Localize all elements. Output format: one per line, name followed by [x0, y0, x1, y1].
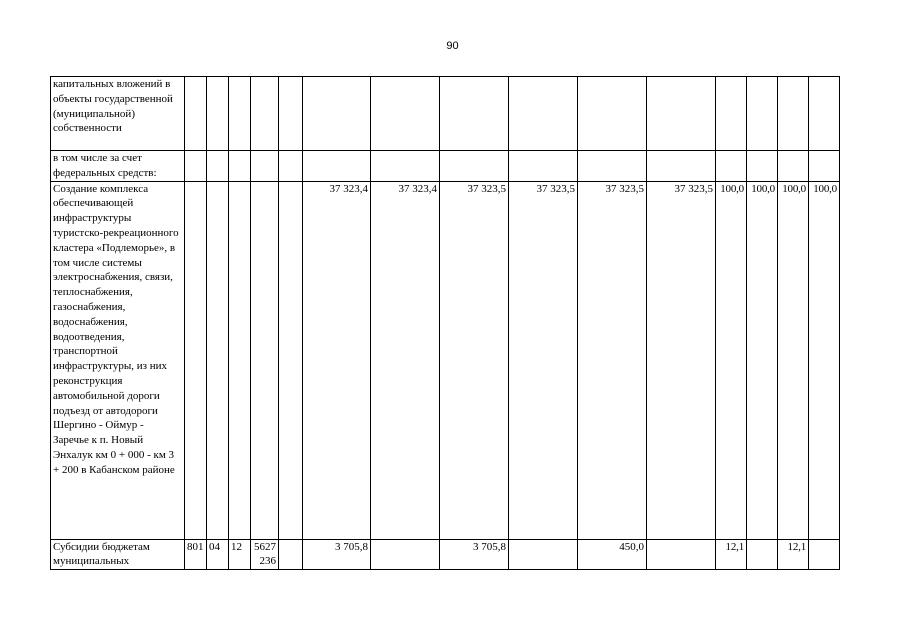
code-cell — [229, 181, 251, 539]
value-cell: 37 323,4 — [303, 181, 371, 539]
value-cell: 37 323,4 — [371, 181, 440, 539]
code-cell: 04 — [207, 539, 229, 570]
budget-table — [50, 76, 840, 570]
value-cell — [371, 539, 440, 570]
value-cell — [440, 77, 509, 151]
value-cell: 37 323,5 — [647, 181, 716, 539]
percent-cell: 100,0 — [809, 181, 840, 539]
row-name: Субсидии бюджетам муниципальных — [51, 539, 185, 570]
value-cell: 37 323,5 — [440, 181, 509, 539]
percent-cell — [809, 151, 840, 182]
code-cell — [279, 77, 303, 151]
code-cell — [229, 151, 251, 182]
code-cell — [185, 77, 207, 151]
code-cell — [185, 181, 207, 539]
percent-cell — [747, 539, 778, 570]
code-cell — [251, 181, 279, 539]
value-cell — [647, 77, 716, 151]
value-cell — [578, 77, 647, 151]
percent-cell — [778, 151, 809, 182]
table-row — [51, 181, 840, 539]
value-cell — [371, 77, 440, 151]
value-cell: 3 705,8 — [440, 539, 509, 570]
code-cell: 12 — [229, 539, 251, 570]
percent-cell — [747, 77, 778, 151]
value-cell: 37 323,5 — [578, 181, 647, 539]
value-cell — [578, 151, 647, 182]
code-cell: 5627 236 — [251, 539, 279, 570]
code-cell — [207, 77, 229, 151]
code-cell — [229, 77, 251, 151]
percent-cell — [747, 151, 778, 182]
value-cell: 450,0 — [578, 539, 647, 570]
percent-cell: 100,0 — [778, 181, 809, 539]
value-cell — [647, 539, 716, 570]
value-cell — [440, 151, 509, 182]
row-name: Создание комплекса обеспечивающей инфраструктуры туристско-рекреационного кластера «Подлеморье», в том числе системы электроснабжения, связи, теплоснабжения, газоснабжения, водоснабжения, водоотведения, транспортной инфраструктуры, из них реконструкция автомобильной дороги подъезд от автодороги Шергино - Оймур - Заречье к п. Новый Энхалук км 0 + 000 - км 3 + 200 в Кабанском районе — [51, 181, 185, 539]
percent-cell — [716, 151, 747, 182]
percent-cell — [809, 77, 840, 151]
value-cell — [371, 151, 440, 182]
code-cell — [279, 539, 303, 570]
code-cell — [251, 151, 279, 182]
value-cell — [509, 539, 578, 570]
code-cell — [207, 151, 229, 182]
code-cell: 801 — [185, 539, 207, 570]
code-cell — [207, 181, 229, 539]
code-cell — [251, 77, 279, 151]
value-cell: 37 323,5 — [509, 181, 578, 539]
percent-cell — [778, 77, 809, 151]
row-name: в том числе за счет федеральных средств: — [51, 151, 185, 182]
table-row — [51, 77, 840, 151]
code-cell — [279, 181, 303, 539]
value-cell — [509, 151, 578, 182]
table-row — [51, 539, 840, 570]
percent-cell: 100,0 — [716, 181, 747, 539]
code-cell — [279, 151, 303, 182]
page-number: 90 — [446, 40, 459, 52]
value-cell — [647, 151, 716, 182]
table-row — [51, 151, 840, 182]
code-cell — [185, 151, 207, 182]
value-cell — [303, 77, 371, 151]
percent-cell: 12,1 — [778, 539, 809, 570]
percent-cell — [809, 539, 840, 570]
percent-cell — [716, 77, 747, 151]
row-name: капитальных вложений в объекты государственной (муниципальной) собственности — [51, 77, 185, 151]
value-cell — [509, 77, 578, 151]
value-cell — [303, 151, 371, 182]
value-cell: 3 705,8 — [303, 539, 371, 570]
percent-cell: 100,0 — [747, 181, 778, 539]
percent-cell: 12,1 — [716, 539, 747, 570]
